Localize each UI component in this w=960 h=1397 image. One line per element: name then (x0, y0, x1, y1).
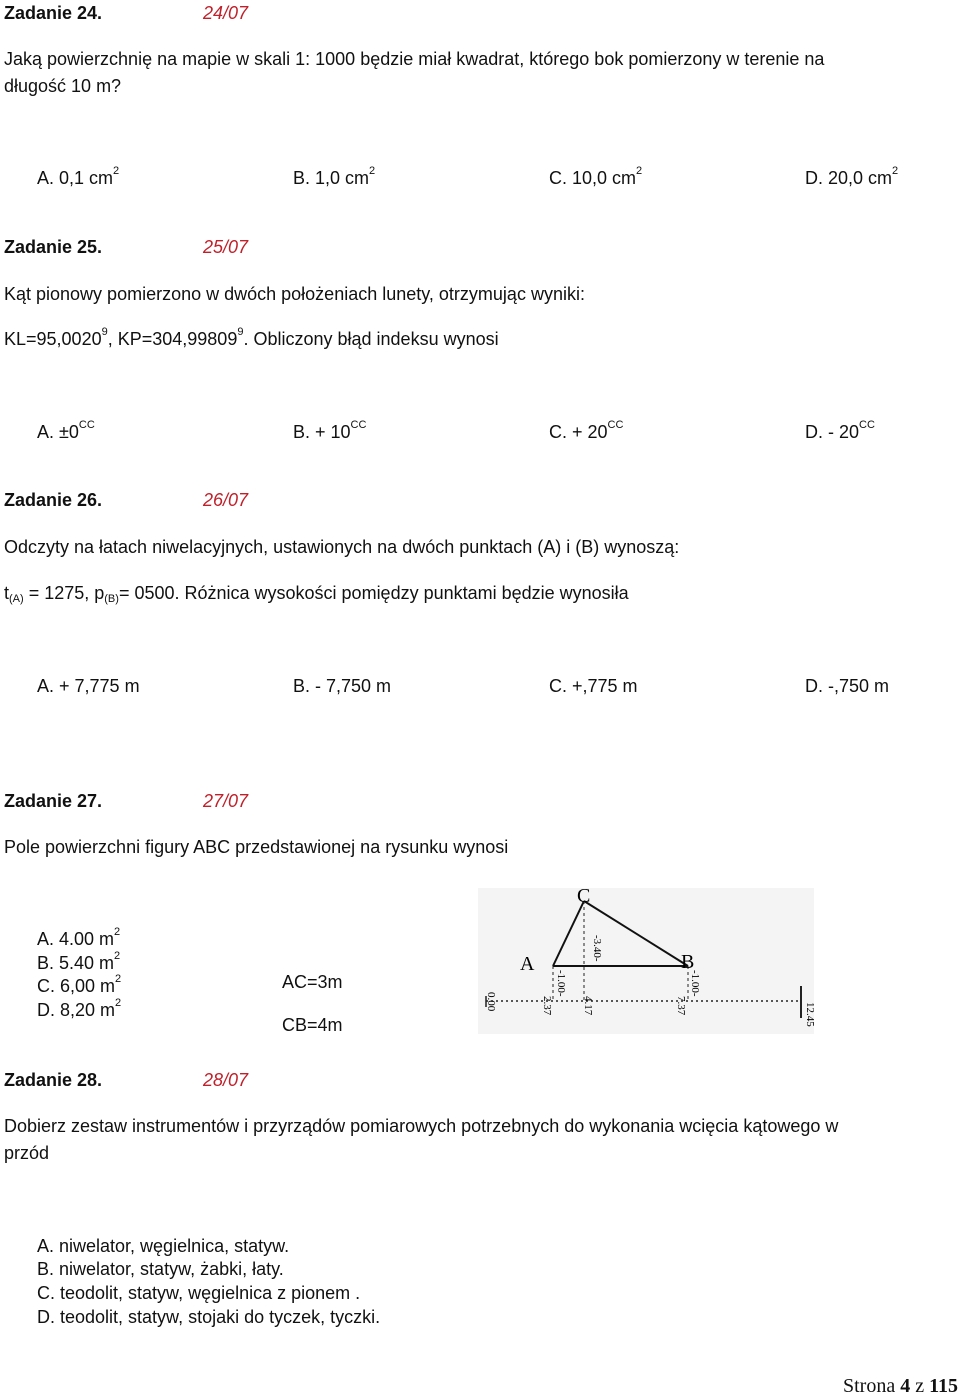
triangle-vertex-a: A (520, 953, 535, 975)
task-27-ac-length: AC=3m (282, 972, 343, 992)
task-26-answer-b[interactable]: B. - 7,750 m (293, 676, 392, 696)
task-27-cb-length: CB=4m (282, 1015, 343, 1035)
task-28-question-line2: przód (4, 1143, 50, 1163)
task-28-question-line1: Dobierz zestaw instrumentów i przyrządów pomiarowych potrzebnych do wykonania wcięcia kątowego w (4, 1116, 839, 1136)
triangle-vertex-c: C (577, 885, 591, 907)
task-26-code: 26/07 (203, 490, 249, 510)
task-24-question-line1: Jaką powierzchnię na mapie w skali 1: 1000 będzie miał kwadrat, którego bok pomierzony w terenie na (4, 49, 825, 69)
task-26-answer-c[interactable]: C. +,775 m (549, 676, 638, 696)
task-27-answer-c[interactable]: C. 6,00 $m^2$ (37, 973, 122, 996)
task-25-code: 25/07 (203, 237, 249, 257)
task-27-answer-a[interactable]: A. 4.00 $m^2$ (37, 926, 121, 949)
offset-a-label: -1.00- (555, 970, 567, 997)
chainage-2: 4.17 (582, 996, 594, 1016)
chainage-0: 0.00 (485, 992, 497, 1012)
task-24-answer-b[interactable]: B. 1,0 $cm^2$ (293, 165, 376, 188)
task-25-title: Zadanie 25. (4, 237, 103, 257)
task-27-answer-d[interactable]: D. 8,20 $m^2$ (37, 997, 122, 1020)
chainage-3: 7.37 (675, 996, 687, 1016)
task-25-question-line2: $KL=95,0020^9$, $KP=304,99809^9$. Obliczony błąd indeksu wynosi (4, 326, 499, 349)
task-25-answer-a[interactable]: A. $\pm 0^{CC}$ (37, 419, 95, 442)
task-26-question-line2: $t_{(A)} = 1275$, $p_{(B)}= 0500$. Różnica wysokości pomiędzy punktami będzie wynosiła (4, 583, 629, 605)
task-26-answer-a[interactable]: A. + 7,775 m (37, 676, 140, 696)
offset-b-label: -1.00- (689, 970, 701, 997)
task-28-title: Zadanie 28. (4, 1070, 103, 1090)
task-26-title: Zadanie 26. (4, 490, 103, 510)
triangle-figure (470, 880, 820, 1040)
task-27-title: Zadanie 27. (4, 791, 103, 811)
task-24-title: Zadanie 24. (4, 3, 103, 23)
task-28-code: 28/07 (203, 1070, 249, 1090)
task-26-question-line1: Odczyty na łatach niwelacyjnych, ustawionych na dwóch punktach (A) i (B) wynoszą: (4, 537, 680, 557)
task-24-answer-c[interactable]: C. 10,0 $cm^2$ (549, 165, 643, 188)
task-24-code: 24/07 (203, 3, 249, 23)
task-24-answer-a[interactable]: A. 0,1 $cm^2$ (37, 165, 120, 188)
task-28-answer-b[interactable]: B. niwelator, statyw, żabki, łaty. (37, 1259, 284, 1279)
task-24-answer-d[interactable]: D. 20,0 $cm^2$ (805, 165, 899, 188)
task-28-answer-d[interactable]: D. teodolit, statyw, stojaki do tyczek, tyczki. (37, 1307, 381, 1327)
chainage-4: 12.45 (804, 1002, 816, 1027)
task-25-answer-c[interactable]: C. + $20^{CC}$ (549, 419, 624, 442)
page-footer: Strona 4 z 115 (842, 1375, 958, 1397)
triangle-vertex-b: B (681, 951, 695, 973)
height-c-label: -3.40- (591, 935, 603, 962)
task-25-question-line1: Kąt pionowy pomierzono w dwóch położeniach lunety, otrzymując wyniki: (4, 284, 585, 304)
task-26-answer-d[interactable]: D. -,750 m (805, 676, 890, 696)
task-27-answer-b[interactable]: B. 5.40 $m^2$ (37, 950, 121, 973)
task-27-question: Pole powierzchni figury ABC przedstawionej na rysunku wynosi (4, 837, 509, 857)
task-27-code: 27/07 (203, 791, 249, 811)
chainage-1: 2.37 (541, 996, 553, 1016)
task-28-answer-a[interactable]: A. niwelator, węgielnica, statyw. (37, 1236, 290, 1256)
task-28-answer-c[interactable]: C. teodolit, statyw, węgielnica z pionem . (37, 1283, 361, 1303)
task-24-question-line2: długość 10 m? (4, 76, 122, 96)
task-25-answer-b[interactable]: B. + $10^{CC}$ (293, 419, 367, 442)
task-25-answer-d[interactable]: D. - $20^{CC}$ (805, 419, 875, 442)
